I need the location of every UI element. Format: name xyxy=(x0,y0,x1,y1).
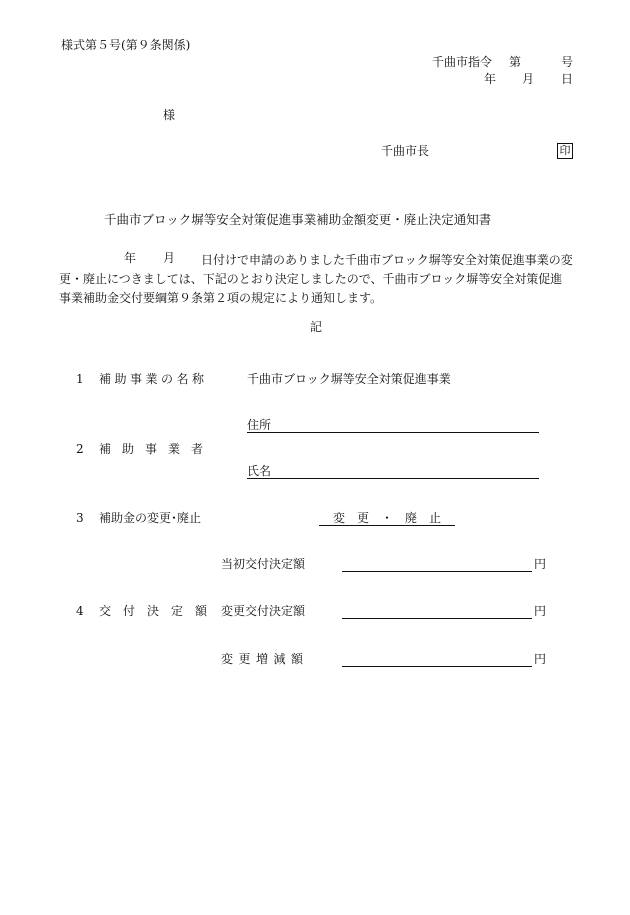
changed-amount-underline xyxy=(342,618,532,619)
body-paragraph xyxy=(59,251,573,308)
initial-yen: 円 xyxy=(534,557,547,571)
body-month: 月 xyxy=(163,251,176,265)
changed-amount-label: 変更交付決定額 xyxy=(221,604,306,618)
header-year: 年 xyxy=(484,72,497,86)
number-suffix: 号 xyxy=(561,55,574,69)
item2-number: 2 xyxy=(76,442,84,456)
ki-mark: 記 xyxy=(310,320,323,334)
body-year: 年 xyxy=(124,251,137,265)
seal-mark: 印 xyxy=(557,143,573,159)
changed-yen: 円 xyxy=(534,604,547,618)
item1-value: 千曲市ブロック塀等安全対策促進事業 xyxy=(247,372,451,386)
name-underline xyxy=(247,478,539,479)
item4-number: 4 xyxy=(76,604,84,618)
diff-amount-underline xyxy=(342,666,532,667)
item3-number: 3 xyxy=(76,511,84,525)
item3-label: 補助金の変更･廃止 xyxy=(99,511,202,525)
item1-number: 1 xyxy=(76,372,84,386)
document-title: 千曲市ブロック塀等安全対策促進事業補助金額変更・廃止決定通知書 xyxy=(104,212,492,227)
item1-label: 補助事業の名称 xyxy=(99,372,208,386)
name-label: 氏名 xyxy=(247,464,272,478)
diff-yen: 円 xyxy=(534,652,547,666)
recipient-honorific: 様 xyxy=(163,108,176,122)
header-day: 日 xyxy=(561,72,574,86)
initial-amount-label: 当初交付決定額 xyxy=(221,557,306,571)
header-month: 月 xyxy=(522,72,535,86)
sender-title: 千曲市長 xyxy=(381,144,430,158)
address-underline xyxy=(247,432,539,433)
directive-label: 千曲市指令 xyxy=(432,55,493,69)
number-prefix: 第 xyxy=(509,55,522,69)
diff-amount-label: 変更増減額 xyxy=(221,652,309,666)
item3-value: 変 更 ・ 廃 止 xyxy=(319,511,455,526)
initial-amount-underline xyxy=(342,571,532,572)
body-text: 日付けで申請のありました千曲市ブロック塀等安全対策促進事業の変更・廃止につきましては、下記のとおり決定しましたので、千曲市ブロック塀等安全対策促進事業補助金交付要綱第９条第２項の規定により通知します。 xyxy=(59,253,573,305)
item4-label: 交付決定額 xyxy=(99,604,220,618)
form-label: 様式第５号(第９条関係) xyxy=(61,38,191,52)
address-label: 住所 xyxy=(247,418,272,432)
item2-label: 補助事業者 xyxy=(99,442,215,456)
